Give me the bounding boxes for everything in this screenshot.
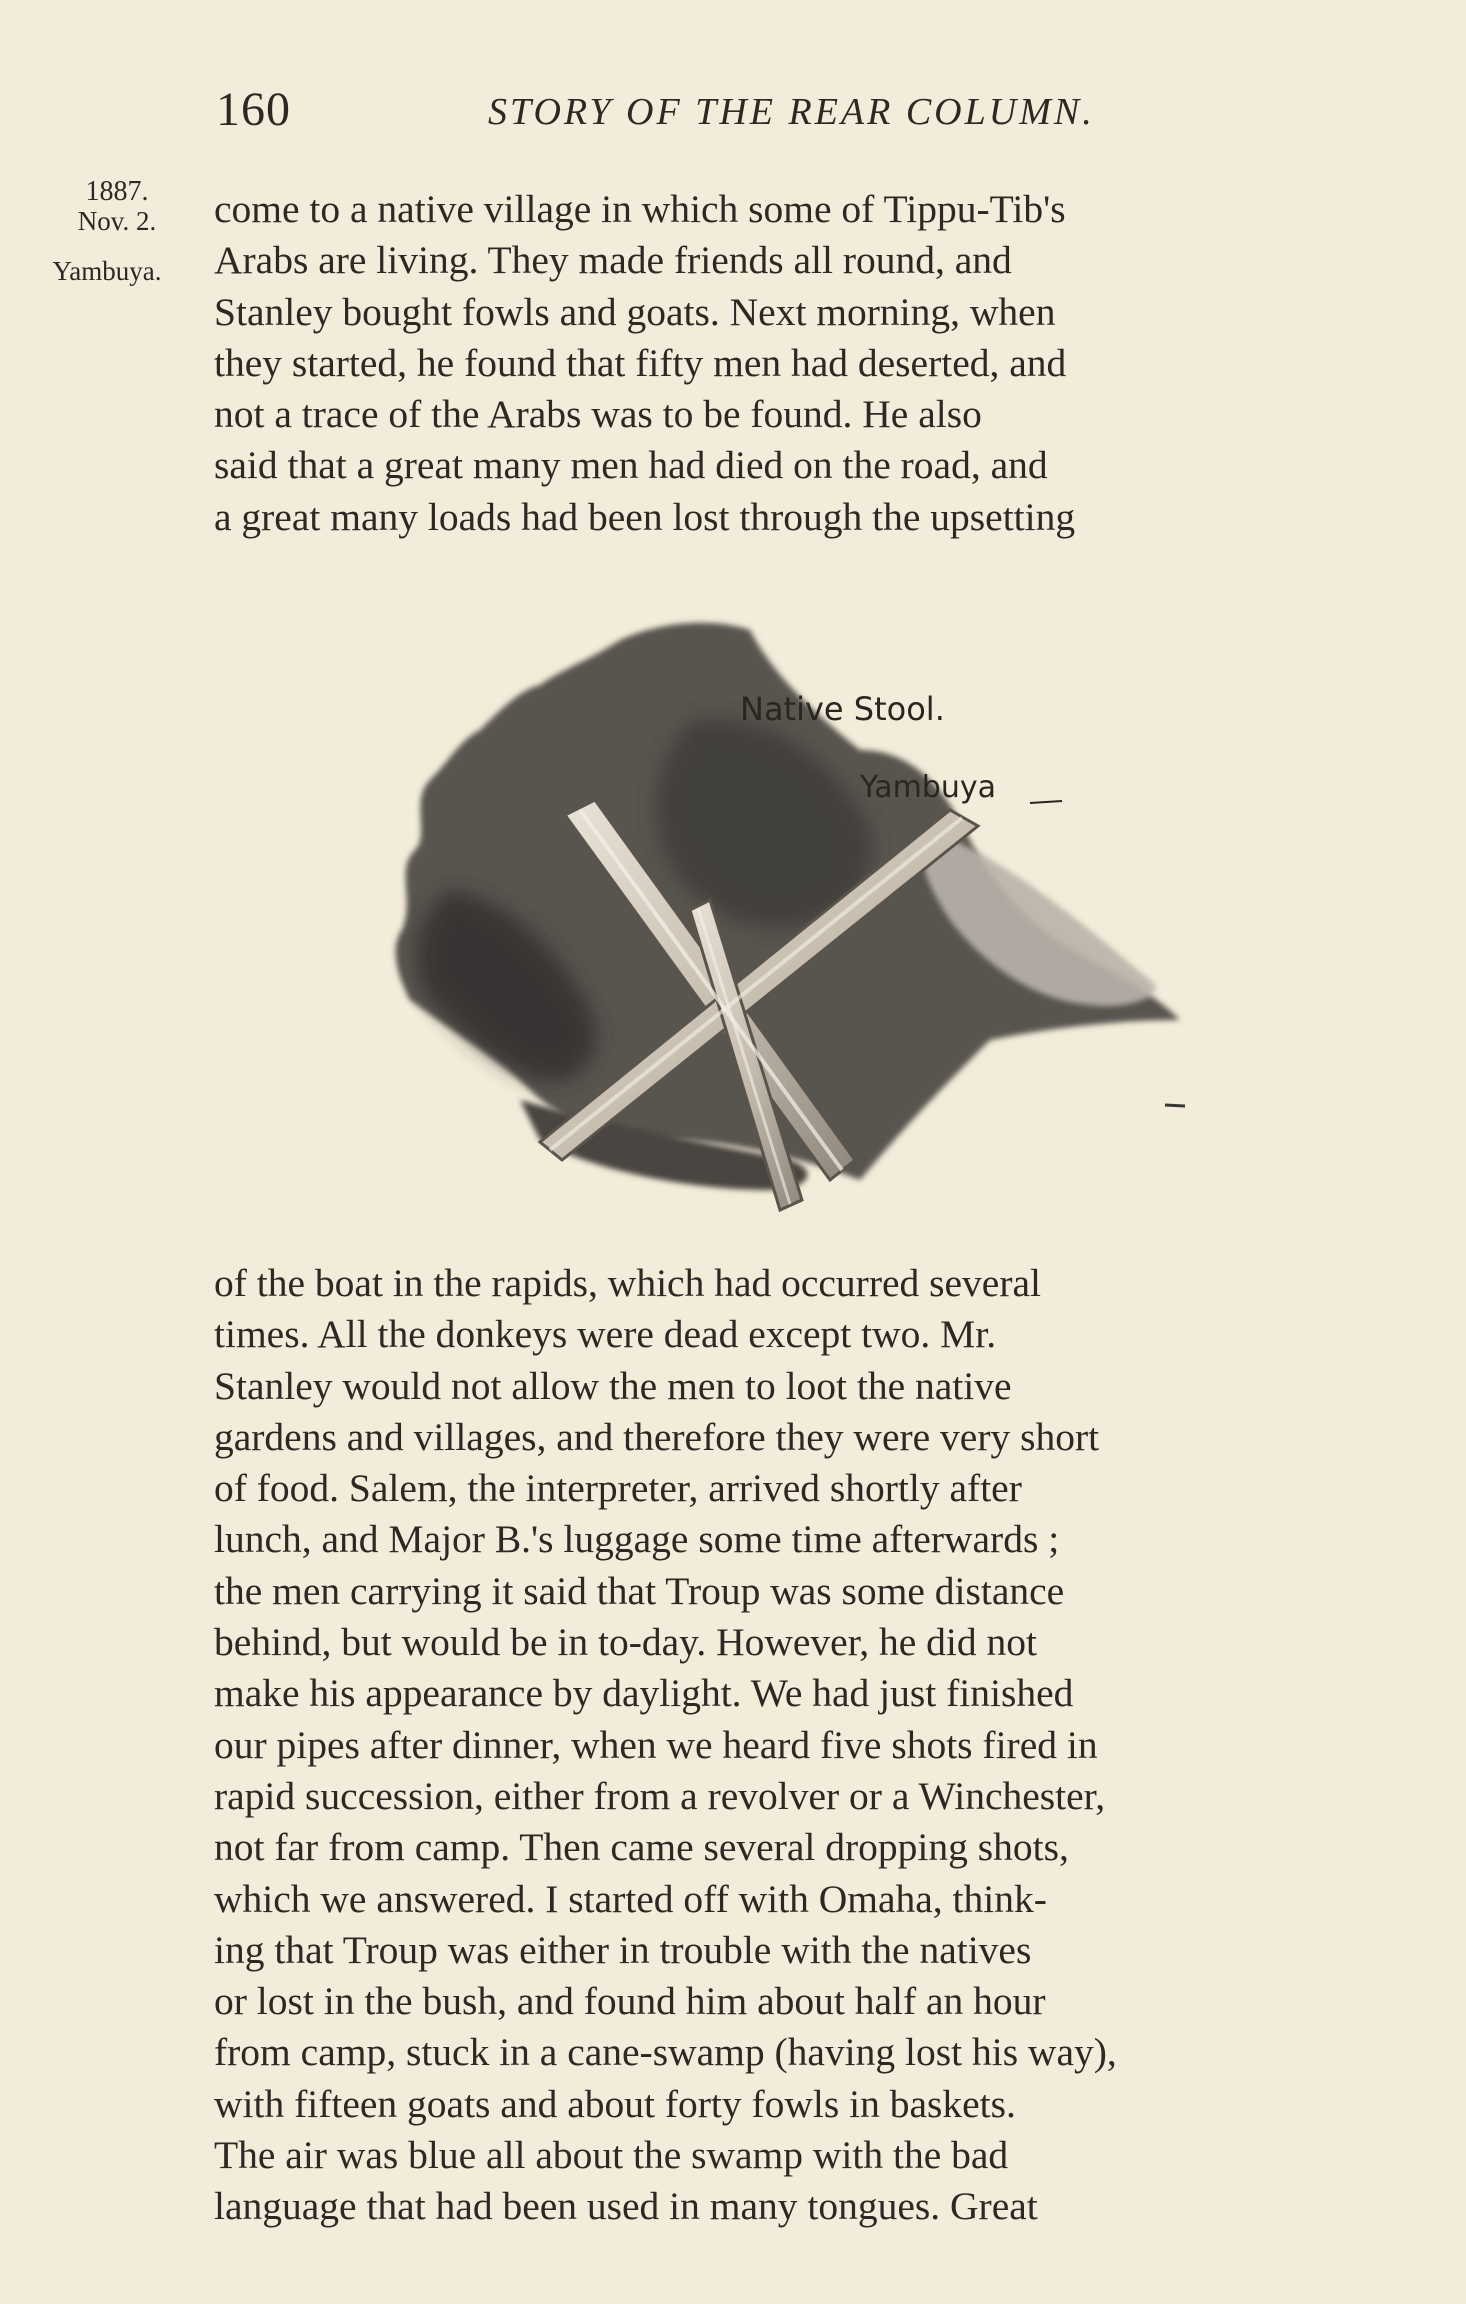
text-line: not a trace of the Arabs was to be found. He also [214,392,982,437]
text-line: from camp, stuck in a cane-swamp (having lost his way), [214,2030,1117,2075]
text-line: not far from camp. Then came several dropping shots, [214,1825,1069,1870]
body-text-top [214,184,1406,543]
text-line: our pipes after dinner, when we heard five shots fired in [214,1722,1098,1767]
text-line: said that a great many men had died on the road, and [214,443,1048,488]
text-line: a great many loads had been lost through the upsetting [214,494,1076,539]
text-line: the men carrying it said that Troup was some distance [214,1568,1065,1613]
body-text-bottom [214,1258,1406,2233]
text-line: Stanley would not allow the men to loot the native [214,1363,1012,1408]
wash-dash [1165,1105,1185,1106]
text-line: come to a native village in which some of Tippu-Tib's [214,187,1066,231]
text-line: with fifteen goats and about forty fowls in baskets. [214,2081,1016,2126]
text-line: of the boat in the rapids, which had occurred several [214,1261,1041,1305]
margin-note-year: 1887. [85,176,149,207]
text-line: ing that Troup was either in trouble with the natives [214,1927,1032,1972]
text-line: of food. Salem, the interpreter, arrived shortly after [214,1466,1022,1511]
text-line: Stanley bought fowls and goats. Next morning, when [214,289,1056,334]
caption-underline [1030,801,1062,803]
margin-note-date: Nov. 2. [77,206,157,236]
page-number: 160 [216,83,291,136]
text-line: The air was blue all about the swamp with the bad [214,2133,1009,2178]
text-line: or lost in the bush, and found him about half an hour [214,1979,1046,2024]
text-line: lunch, and Major B.'s luggage some time afterwards ; [214,1517,1060,1562]
margin-note-place: Yambuya. [52,256,162,286]
text-line: which we answered. I started off with Omaha, think- [214,1876,1047,1921]
running-head: STORY OF THE REAR COLUMN. [488,91,1095,133]
illustration-caption-title: Native Stool. [740,690,945,728]
text-line: Arabs are living. They made friends all round, and [214,238,1012,283]
text-line: make his appearance by daylight. We had just finished [214,1671,1074,1716]
text-line: times. All the donkeys were dead except two. Mr. [214,1312,997,1357]
text-line: they started, he found that fifty men had deserted, and [214,340,1067,385]
text-line: rapid succession, either from a revolver or a Winchester, [214,1773,1106,1818]
text-line: behind, but would be in to-day. However, he did not [214,1620,1038,1665]
text-line: gardens and villages, and therefore they were very short [214,1414,1100,1459]
text-line: language that had been used in many tongues. Great [214,2184,1038,2229]
illustration-caption-place: Yambuya [860,770,996,805]
